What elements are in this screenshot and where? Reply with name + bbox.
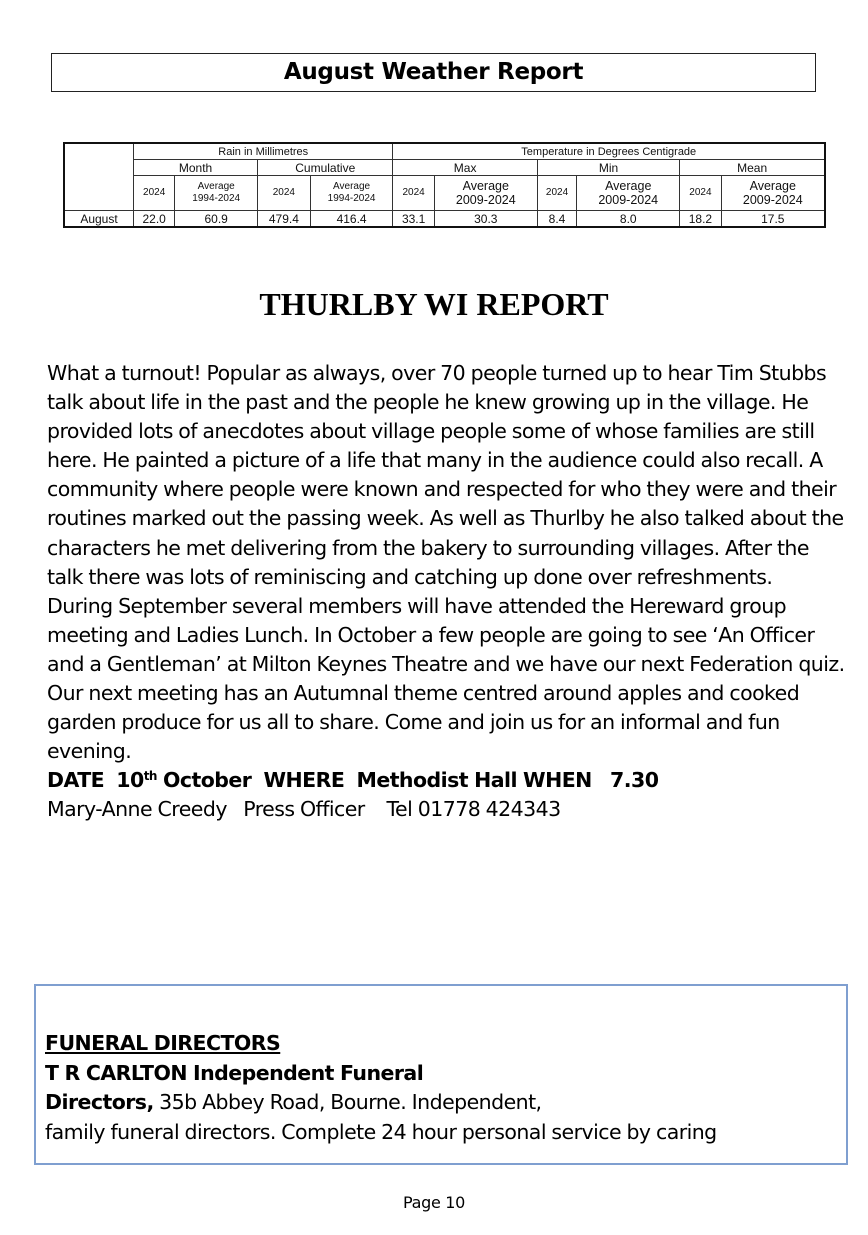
column-header: 2024 <box>537 176 576 211</box>
table-cell: 33.1 <box>393 211 434 228</box>
group-month: Month <box>134 160 258 176</box>
paragraph: What a turnout! Popular as always, over 70 people turned up to hear Tim Stubbs talk about life in the past and the people he knew growing up in the village. He provided lots of anecdotes about village people some of whose families are still here. He painted a picture of a life that many in the audience could also recall. A community where people were known and respected for who they were and their routines marked out the passing week. As well as Thurlby he also talked about the characters he met delivering from the bakery to surrounding villages. After the talk there was lots of reminiscing and catching up done over refreshments. <box>47 361 844 589</box>
group-min: Min <box>537 160 679 176</box>
page-number: Page 10 <box>402 1193 466 1212</box>
table-cell: 22.0 <box>134 211 175 228</box>
weather-report-title: August Weather Report <box>51 53 816 92</box>
advert-name: T R CARLTON Independent Funeral <box>45 1060 424 1085</box>
weather-table <box>63 142 826 228</box>
contact-line: Mary-Anne Creedy Press Officer Tel 01778 424343 <box>47 797 561 822</box>
column-header: 2024 <box>680 176 721 211</box>
table-cell: 416.4 <box>310 211 393 228</box>
column-header: Average 2009-2024 <box>434 176 537 211</box>
advert-description: family funeral directors. Complete 24 hour personal service by caring <box>45 1119 717 1144</box>
group-mean: Mean <box>680 160 825 176</box>
paragraph: During September several members will have attended the Hereward group meeting and Ladies Lunch. In October a few people are going to see ‘An Officer and a Gentleman’ at Milton Keynes Theatre and we have our next Federation quiz. <box>47 593 845 676</box>
column-header: 2024 <box>393 176 434 211</box>
row-label: August <box>64 211 134 228</box>
group-max: Max <box>393 160 537 176</box>
table-corner-cell <box>64 143 134 211</box>
table-cell: 60.9 <box>175 211 258 228</box>
column-header: Average 2009-2024 <box>577 176 680 211</box>
column-header: Average 2009-2024 <box>721 176 825 211</box>
table-cell: 18.2 <box>680 211 721 228</box>
column-header: Average 1994-2024 <box>175 176 258 211</box>
table-cell: 8.0 <box>577 211 680 228</box>
temperature-header: Temperature in Degrees Centigrade <box>393 143 825 160</box>
column-header: 2024 <box>258 176 311 211</box>
group-cumulative: Cumulative <box>258 160 393 176</box>
wi-report-body <box>47 359 847 825</box>
column-header: 2024 <box>134 176 175 211</box>
funeral-advert <box>34 984 848 1165</box>
table-cell: 8.4 <box>537 211 576 228</box>
column-header: Average 1994-2024 <box>310 176 393 211</box>
table-cell: 30.3 <box>434 211 537 228</box>
advert-address: Directors, 35b Abbey Road, Bourne. Independent, <box>45 1090 542 1114</box>
wi-report-title: THURLBY WI REPORT <box>259 286 609 322</box>
rain-header: Rain in Millimetres <box>134 143 393 160</box>
advert-heading: FUNERAL DIRECTORS <box>45 1031 281 1055</box>
table-row <box>64 211 825 228</box>
table-cell: 17.5 <box>721 211 825 228</box>
table-cell: 479.4 <box>258 211 311 228</box>
paragraph: Our next meeting has an Autumnal theme centred around apples and cooked garden produce for us all to share. Come and join us for an informal and fun evening. <box>47 681 800 764</box>
meeting-details: DATE 10th October WHERE Methodist Hall WHEN 7.30 <box>47 768 659 793</box>
